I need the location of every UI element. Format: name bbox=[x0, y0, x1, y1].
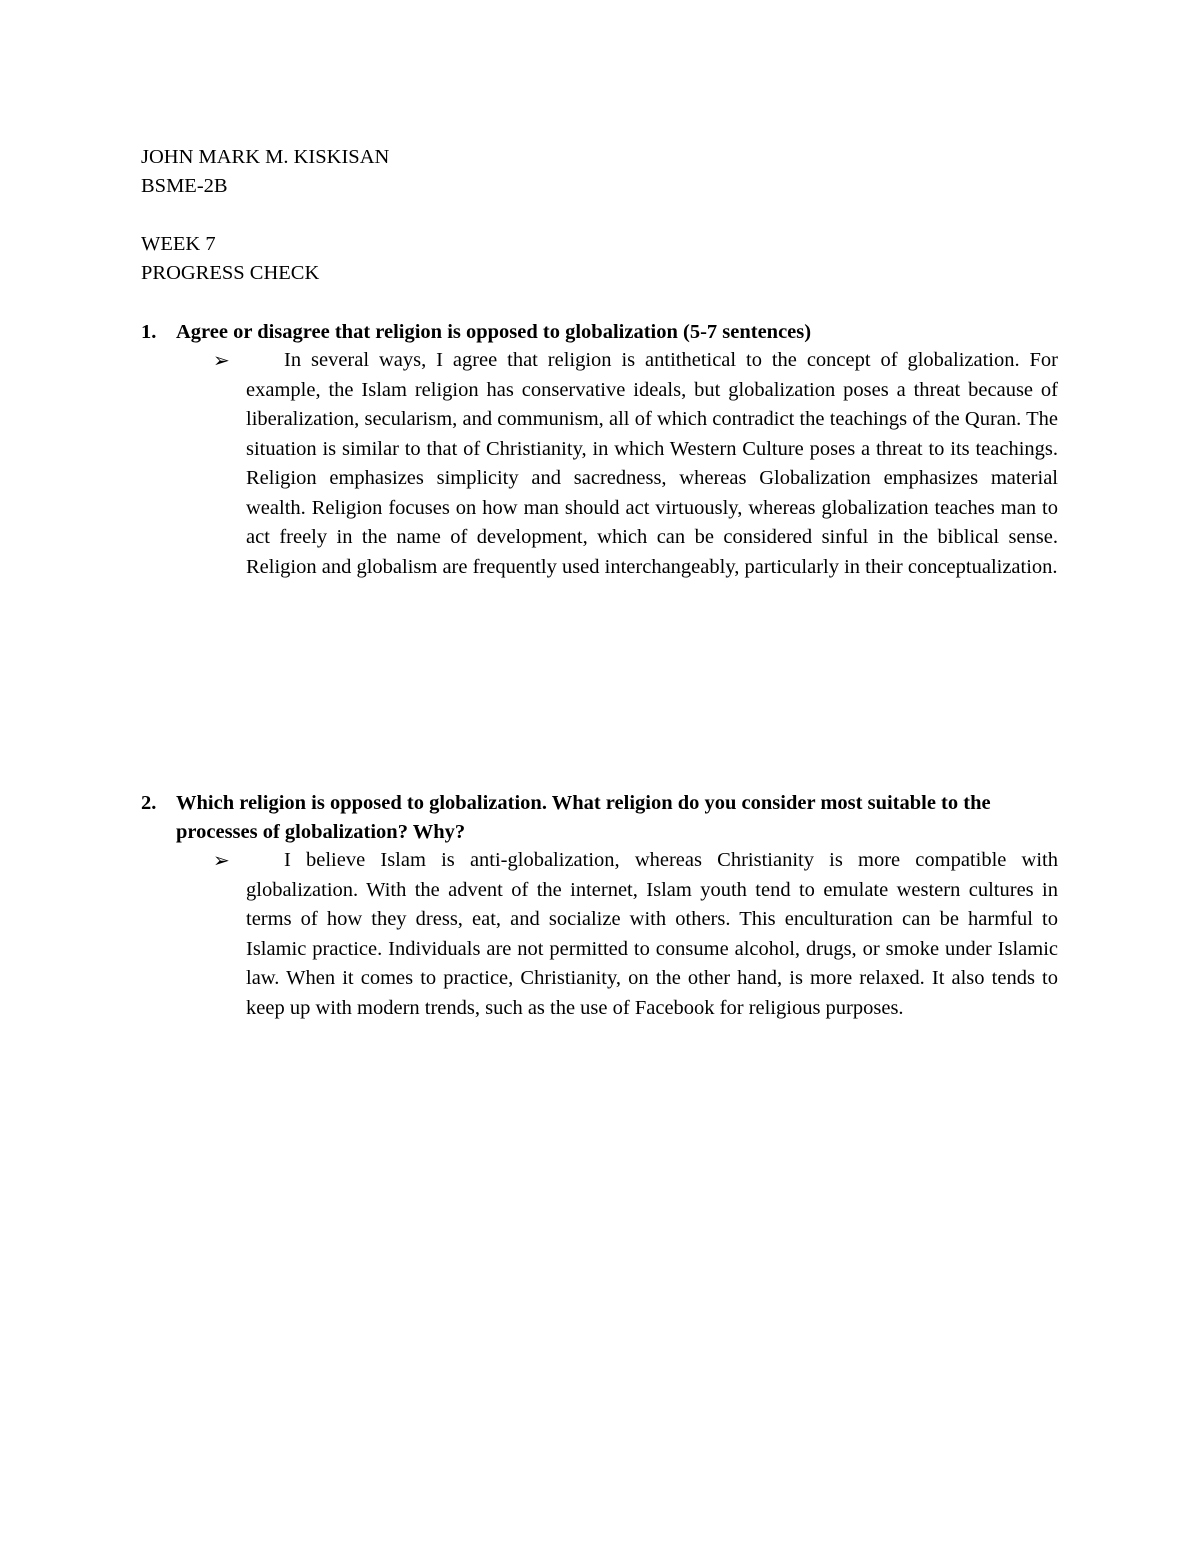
answer-2-text: I believe Islam is anti-globalization, whereas Christianity is more compatible with globalization. With the advent of the internet, Islam youth tend to emulate western cultures in terms of how they dress, eat, and socialize with others. This enculturation can be harmful to Islamic practice. Individuals are not permitted to consume alcohol, drugs, or smoke under Islamic law. When it comes to practice, Christianity, on the other hand, is more relaxed. It also tends to keep up with modern trends, such as the use of Facebook for religious purposes. bbox=[246, 849, 1058, 1019]
student-section: BSME-2B bbox=[141, 175, 228, 197]
question-1-text: Agree or disagree that religion is opposed to globalization (5-7 sentences) bbox=[176, 321, 812, 343]
question-2-text: Which religion is opposed to globalization. What religion do you consider most suitable to the processes of globalization? Why? bbox=[176, 792, 991, 843]
arrow-bullet-icon: ➢ bbox=[213, 350, 230, 372]
document-title: PROGRESS CHECK bbox=[141, 262, 320, 284]
student-name: JOHN MARK M. KISKISAN bbox=[141, 146, 390, 168]
answer-1-text: In several ways, I agree that religion is antithetical to the concept of globalization. For example, the Islam religion has conservative ideals, but globalization poses a threat because of liberalization, secularism, and communism, all of which contradict the teachings of the Quran. The situation is similar to that of Christianity, in which Western Culture poses a threat to its teachings. Religion emphasizes simplicity and sacredness, whereas Globalization emphasizes material wealth. Religion focuses on how man should act virtuously, whereas globalization teaches man to act freely in the name of development, which can be considered sinful in the biblical sense. Religion and globalism are frequently used interchangeably, particularly in their conceptualization. bbox=[246, 349, 1058, 578]
arrow-bullet-icon: ➢ bbox=[213, 850, 230, 872]
question-2-number: 2. bbox=[141, 792, 157, 814]
week-label: WEEK 7 bbox=[141, 233, 216, 255]
question-1-number: 1. bbox=[141, 321, 157, 343]
